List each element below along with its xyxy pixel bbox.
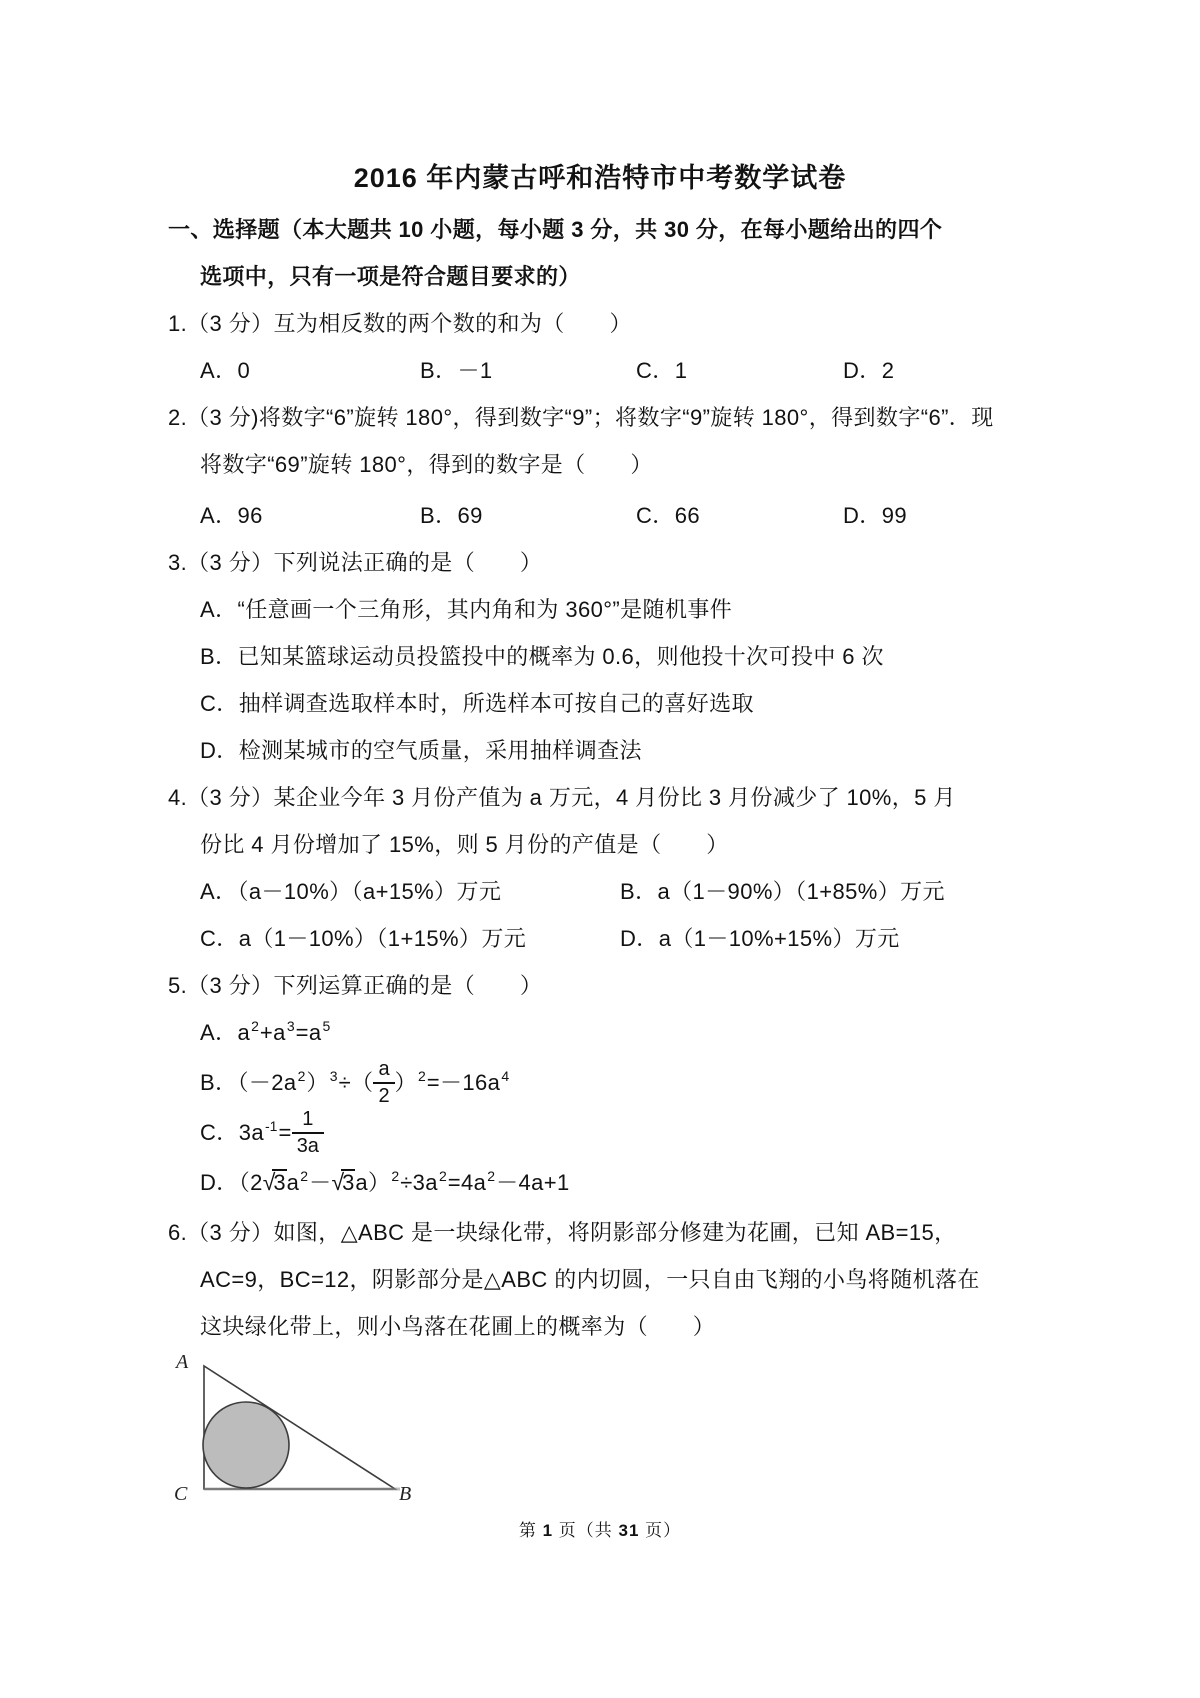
question-2-option-b bbox=[420, 492, 636, 539]
option-text: a（1－90%）（1+85%）万元 bbox=[657, 879, 945, 904]
option-formula: $a^2+a^3=a^5$ bbox=[237, 1018, 331, 1045]
question-2-stem-line1: 2.（3 分)将数字“6”旋转 180°，得到数字“9”；将数字“9”旋转 180°，得到数字“6”．现 bbox=[168, 405, 994, 430]
option-text: 抽样调查选取样本时，所选样本可按自己的喜好选取 bbox=[238, 691, 754, 716]
question-2-option-a bbox=[200, 492, 420, 539]
question-5-option-a bbox=[168, 1009, 1032, 1059]
option-label: C． bbox=[200, 691, 239, 716]
option-text: 已知某篮球运动员投篮投中的概率为 0.6，则他投十次可投中 6 次 bbox=[237, 644, 884, 669]
option-label: D． bbox=[200, 738, 239, 763]
option-label: D． bbox=[200, 1170, 239, 1195]
question-6-stem-line2: AC=9，BC=12，阴影部分是△ABC 的内切圆，一只自由飞翔的小鸟将随机落在 bbox=[200, 1267, 980, 1292]
question-3-option-a bbox=[168, 586, 1032, 633]
option-label: C． bbox=[636, 503, 675, 528]
option-text: “任意画一个三角形，其内角和为 360°”是随机事件 bbox=[237, 597, 733, 622]
question-6-stem-line3: 这块绿化带上，则小鸟落在花圃上的概率为（ ） bbox=[200, 1314, 716, 1339]
question-6-figure bbox=[168, 1350, 438, 1512]
question-1-option-a bbox=[200, 347, 420, 394]
option-label: A． bbox=[200, 1020, 238, 1045]
option-formula: $(2√3a^2-√3a)^2\div 3a^2=4a^2-4a+1$ bbox=[238, 1168, 570, 1195]
option-label: C． bbox=[200, 926, 239, 951]
footer-text-pre: 第 bbox=[518, 1521, 543, 1540]
question-4-option-b bbox=[620, 868, 1032, 915]
question-5-stem: 5.（3 分）下列运算正确的是（ ） bbox=[168, 973, 543, 998]
option-label: A． bbox=[200, 358, 238, 383]
page-footer bbox=[168, 1520, 1032, 1542]
option-text: 66 bbox=[674, 503, 700, 528]
question-2-option-d bbox=[843, 492, 1032, 539]
question-1-option-c bbox=[636, 347, 843, 394]
option-text: a（1－10%+15%）万元 bbox=[658, 926, 900, 951]
question-3-option-b bbox=[168, 633, 1032, 680]
question-2-options bbox=[168, 492, 1032, 539]
option-label: D． bbox=[843, 358, 882, 383]
option-label: B． bbox=[420, 503, 458, 528]
footer-text-mid: 页（共 bbox=[553, 1521, 619, 1540]
option-label: A． bbox=[200, 879, 238, 904]
vertex-label-c: C bbox=[174, 1483, 188, 1505]
question-4-stem-line2: 份比 4 月份增加了 15%，则 5 月份的产值是（ ） bbox=[200, 832, 729, 857]
question-2-stem-line2: 将数字“69”旋转 180°，得到的数字是（ ） bbox=[200, 452, 653, 477]
option-label: A． bbox=[200, 597, 238, 622]
option-text: 检测某城市的空气质量，采用抽样调查法 bbox=[238, 738, 642, 763]
option-text: 2 bbox=[881, 358, 895, 383]
question-4-options-row2 bbox=[168, 915, 1032, 962]
question-4-option-a bbox=[200, 868, 620, 915]
inscribed-circle-shaded bbox=[203, 1402, 289, 1488]
question-2-option-c bbox=[636, 492, 843, 539]
question-4-option-c bbox=[200, 915, 620, 962]
question-1-options bbox=[168, 347, 1032, 394]
question-1-option-d bbox=[843, 347, 1032, 394]
option-label: B． bbox=[200, 644, 238, 669]
option-label: B． bbox=[620, 879, 658, 904]
question-4-stem-line1: 4.（3 分）某企业今年 3 月份产值为 a 万元，4 月份比 3 月份减少了 10%，5 月 bbox=[168, 785, 956, 810]
question-3-option-d bbox=[168, 727, 1032, 774]
question-3-option-c bbox=[168, 680, 1032, 727]
option-text: 96 bbox=[237, 503, 263, 528]
exam-title: 2016 年内蒙古呼和浩特市中考数学试卷 bbox=[353, 163, 847, 193]
option-text: a（1－10%）（1+15%）万元 bbox=[238, 926, 527, 951]
footer-total-pages: 31 bbox=[618, 1521, 640, 1540]
option-label: B． bbox=[200, 1070, 238, 1095]
option-label: B． bbox=[420, 358, 458, 383]
question-3-stem: 3.（3 分）下列说法正确的是（ ） bbox=[168, 550, 543, 575]
section-heading-line1: 一、选择题（本大题共 10 小题，每小题 3 分，共 30 分，在每小题给出的四个 bbox=[168, 217, 943, 242]
option-text: 69 bbox=[457, 503, 483, 528]
footer-text-post: 页） bbox=[639, 1521, 682, 1540]
option-label: D． bbox=[843, 503, 882, 528]
question-1-stem: 1.（3 分）互为相反数的两个数的和为（ ） bbox=[168, 311, 632, 336]
question-5-option-c bbox=[168, 1109, 1032, 1159]
vertex-label-a: A bbox=[176, 1351, 189, 1373]
option-text: （a－10%）（a+15%）万元 bbox=[237, 879, 502, 904]
question-6-figure-container bbox=[168, 1350, 1032, 1512]
option-label: C． bbox=[200, 1120, 239, 1145]
page-content bbox=[0, 157, 1200, 1542]
option-text: 0 bbox=[237, 358, 251, 383]
option-label: D． bbox=[620, 926, 659, 951]
footer-page-number: 1 bbox=[542, 1521, 554, 1540]
question-1-option-b bbox=[420, 347, 636, 394]
option-formula: $3a^{-1}=$ $\frac{1}{3a}$ bbox=[239, 1120, 324, 1145]
question-4-options-row1 bbox=[168, 868, 1032, 915]
question-4-option-d bbox=[620, 915, 1032, 962]
question-6-stem-line1: 6.（3 分）如图，△ABC 是一块绿化带，将阴影部分修建为花圃，已知 AB=15， bbox=[168, 1220, 957, 1245]
option-text: －1 bbox=[457, 358, 493, 383]
option-text: 1 bbox=[674, 358, 688, 383]
option-text: 99 bbox=[881, 503, 907, 528]
option-label: A． bbox=[200, 503, 238, 528]
option-label: C． bbox=[636, 358, 675, 383]
section-heading-line2: 选项中，只有一项是符合题目要求的） bbox=[200, 264, 581, 289]
option-formula: $(-2a^2)^3\div$（ $\frac{a}{2}$ ）$^2=-16a^4$ bbox=[237, 1057, 510, 1107]
question-5-option-b bbox=[168, 1059, 1032, 1109]
vertex-label-b: B bbox=[399, 1483, 412, 1505]
question-5-option-d bbox=[168, 1159, 1032, 1209]
